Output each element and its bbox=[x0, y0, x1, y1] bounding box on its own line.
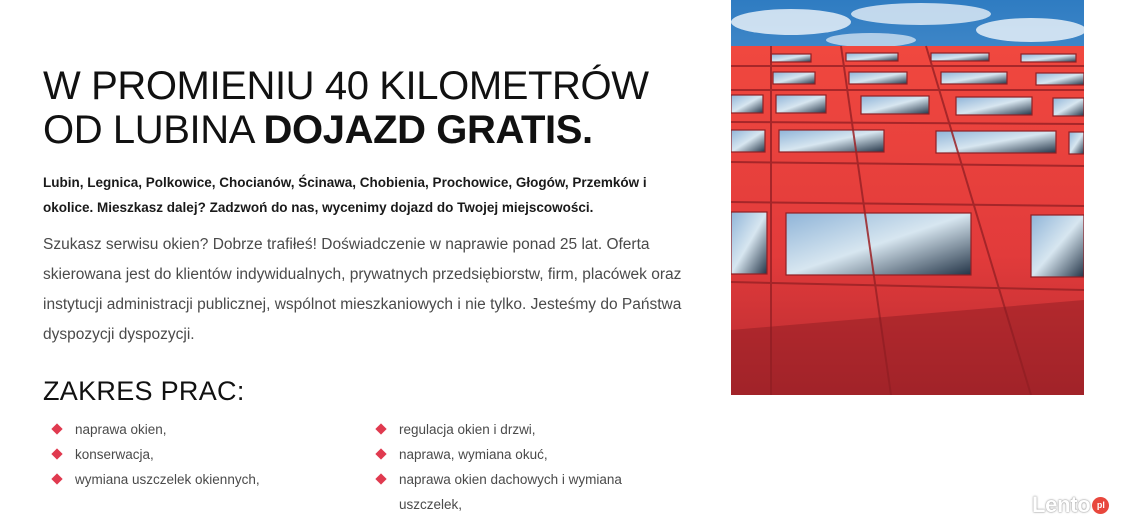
content-column bbox=[43, 64, 693, 408]
list-item bbox=[377, 442, 667, 467]
list-item-label: konserwacja, bbox=[75, 447, 154, 462]
list-item bbox=[53, 467, 377, 492]
building-facade-photo bbox=[731, 0, 1084, 395]
list-item bbox=[377, 417, 667, 442]
hero-title-light: W PROMIENIU 40 KILOMETRÓW OD LUBINA bbox=[43, 64, 649, 152]
list-item bbox=[377, 467, 667, 517]
diamond-bullet-icon bbox=[51, 423, 62, 434]
list-item-label: naprawa okien, bbox=[75, 422, 167, 437]
service-area-text: Lubin, Legnica, Polkowice, Chocianów, Ścinawa, Chobienia, Prochowice, Głogów, Przemków i okolice. Mieszkasz dalej? Zadzwoń do nas, wycenimy dojazd do Twojej miejscowości. bbox=[43, 175, 647, 215]
diamond-bullet-icon bbox=[375, 448, 386, 459]
watermark-badge-icon: pl bbox=[1092, 497, 1109, 514]
diamond-bullet-icon bbox=[51, 448, 62, 459]
lento-watermark bbox=[1032, 490, 1109, 520]
scope-heading: ZAKRES PRAC: bbox=[43, 376, 245, 406]
list-item-label: wymiana uszczelek okiennych, bbox=[75, 472, 260, 487]
diamond-bullet-icon bbox=[375, 423, 386, 434]
watermark-text: Lento bbox=[1032, 492, 1091, 517]
list-item-label: naprawa, wymiana okuć, bbox=[399, 447, 548, 462]
hero-heading bbox=[43, 64, 693, 152]
list-item-label: naprawa okien dachowych i wymiana uszczelek, bbox=[399, 472, 622, 512]
hero-title-bold: DOJAZD GRATIS. bbox=[263, 108, 593, 152]
scope-list bbox=[53, 417, 673, 517]
list-item bbox=[53, 417, 377, 442]
list-item-label: regulacja okien i drzwi, bbox=[399, 422, 536, 437]
scope-list-right bbox=[377, 417, 667, 517]
diamond-bullet-icon bbox=[51, 473, 62, 484]
intro-paragraph: Szukasz serwisu okien? Dobrze trafiłeś! Doświadczenie w naprawie ponad 25 lat. Oferta skierowana jest do klientów indywidualnych, prywatnych przedsiębiorstw, firm, placówek oraz instytucji administracji publicznej, wspólnot mieszkaniowych i nie tylko. Jesteśmy do Państwa dyspozycji dyspozycji. bbox=[43, 236, 682, 343]
list-item bbox=[53, 442, 377, 467]
scope-list-left bbox=[53, 417, 377, 517]
diamond-bullet-icon bbox=[375, 473, 386, 484]
